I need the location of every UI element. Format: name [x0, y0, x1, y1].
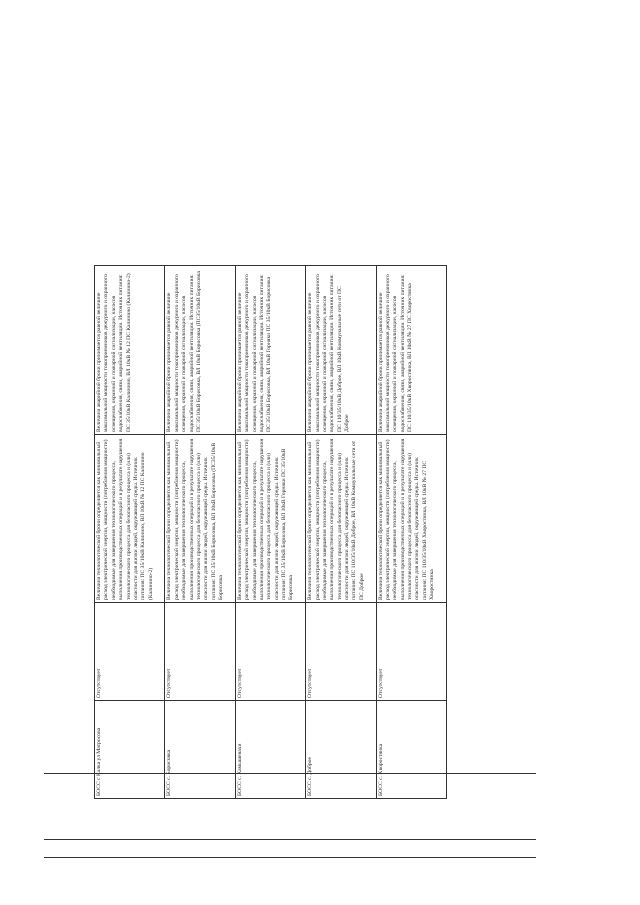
table-cell-technological-reserve: Величина технологической брони определяется как минимальный расход электрической энергии, мощности (потребления мощности) необходимые для завершения технологического процесса, выполнения производственных операций и в результате нарушения технологического процесса для безопасного процесса и (или) опасности для жизни людей, окружающей среды. Источник питания: ПС 35/10кВ Борисовка, ВЛ 10кВ Борисовка (ПС35/10кВ Борисовка — [165, 435, 235, 603]
table-cell-technological-reserve: Величина технологической брони определяется как минимальный расход электрической энергии, мощности (потребления мощности) необходимые для завершения технологического процесса, выполнения производственных операций и в результате нарушения технологического процесса для безопасного процесса и (или) опасности для жизни людей, окружающей среды. Источник питания: ПС 110/35/10кВ Хворостянка, ВЛ 10кВ № 27 ПС Хворостянка — [376, 435, 446, 603]
table-row — [165, 266, 235, 799]
rotated-table-wrapper — [94, 266, 447, 799]
table-row — [376, 266, 446, 799]
table-row — [235, 266, 305, 799]
table-row — [306, 266, 376, 799]
horizontal-rule — [44, 857, 536, 858]
table-cell-emergency-reserve: Величина аварийной брони принимается равной величине максимальной мощности токоприемников дежурного и охранного освещения, охранной и пожарной сигнализации, насосов водоснабжения, связи, аварийной вентиляции. Источник питания: ПС 110/35/10кВ Доброе, ВЛ 10кВ Коммунальные сети от ПС Доброе — [306, 266, 376, 435]
table-cell-emergency-reserve: Величина аварийной брони принимается равной величине максимальной мощности токоприемников дежурного и охранного освещения, охранной и пожарной сигнализации, насосов водоснабжения, связи, аварийной вентиляции. Источник питания: ПС 35/10кВ Борисовка, ВЛ 10кВ Борисовка (ПС35/10кВ Борисовка — [165, 266, 235, 435]
table-cell-emergency-reserve: Величина аварийной брони принимается равной величине максимальной мощности токоприемников дежурного и охранного освещения, охранной и пожарной сигнализации, насосов водоснабжения, связи, аварийной вентиляции. Источник питания: ПС 35/10кВ Калинино, ВЛ 10кВ № 12 ПС Калинино (Калинино-2) — [95, 266, 165, 435]
table-cell-object-name: БОСС с. Борисовка — [165, 701, 235, 799]
table-cell-status: Отсутствует — [376, 603, 446, 701]
table-cell-emergency-reserve: Величина аварийной брони принимается равной величине максимальной мощности токоприемников дежурного и охранного освещения, охранной и пожарной сигнализации, насосов водоснабжения, связи, аварийной вентиляции. Источник питания: ПС 110/35/10кВ Хворостянка, ВЛ 10кВ № 27 ПС Хворостянка — [376, 266, 446, 435]
horizontal-rule — [44, 839, 536, 840]
table-cell-object-name: БОСС с. Доброе — [306, 701, 376, 799]
power-reserve-table — [94, 265, 447, 799]
table-cell-object-name: БОСС с Калка ул Матросова — [95, 701, 165, 799]
table-cell-object-name: БОСС с. Камышевахи — [235, 701, 305, 799]
horizontal-rule — [44, 773, 536, 774]
table-cell-status: Отсутствует — [306, 603, 376, 701]
table-cell-status: Отсутствует — [95, 603, 165, 701]
table-cell-technological-reserve: Величина технологической брони определяется как минимальный расход электрической энергии, мощности (потребления мощности) необходимые для завершения технологического процесса, выполнения производственных операций и в результате нарушения технологического процесса для безопасного процесса и (или) опасности для жизни людей, окружающей среды. Источник питания: ПС 110/35/10кВ Доброе, ВЛ 10кВ Коммунальные сети от ПС Доброе — [306, 435, 376, 603]
table-row — [95, 266, 165, 799]
table-cell-technological-reserve: Величина технологической брони определяется как минимальный расход электрической энергии, мощности (потребления мощности) необходимые для завершения технологического процесса, выполнения производственных операций и в результате нарушения технологического процесса для безопасного процесса и (или) опасности для жизни людей, окружающей среды. Источник питания: ПС 35/10кВ Борисовка, ВЛ 10кВ Горняки ПС 35/10кВ Борисовка — [235, 435, 305, 603]
table-cell-object-name: БОСС с. Хворостянка — [376, 701, 446, 799]
table-cell-technological-reserve: Величина технологической брони определяется как минимальный расход электрической энергии, мощности (потребления мощности) необходимые для завершения технологического процесса, выполнения производственных операций и в результате нарушения технологического процесса для безопасного процесса и (или) опасности для жизни людей, окружающей среды. Источник питания: ПС 35/10кВ Калинино, ВЛ 10кВ № 12 ПС Калинино (Калинино-2) — [95, 435, 165, 603]
table-cell-status: Отсутствует — [235, 603, 305, 701]
table-cell-emergency-reserve: Величина аварийной брони принимается равной величине максимальной мощности токоприемников дежурного и охранного освещения, охранной и пожарной сигнализации, насосов водоснабжения, связи, аварийной вентиляции. Источник питания: ПС 35/10кВ Борисовка, ВЛ 10кВ Горняки ПС 35/10кВ Борисовка — [235, 266, 305, 435]
table-cell-status: Отсутствует — [165, 603, 235, 701]
